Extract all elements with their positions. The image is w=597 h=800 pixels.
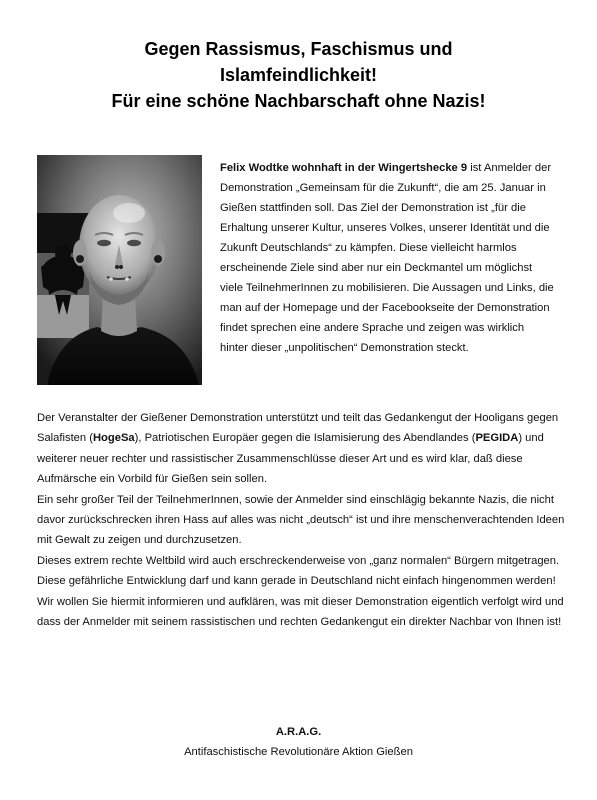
portrait-photo xyxy=(37,155,202,385)
headline-line-1: Gegen Rassismus, Faschismus und xyxy=(144,39,453,59)
headline-line-3: Für eine schöne Nachbarschaft ohne Nazis! xyxy=(111,91,486,111)
body-text xyxy=(37,408,567,632)
body-paragraph-4: Diese gefährliche Entwicklung darf und kann gerade in Deutschland nicht einfach hingenommen werden! Wir wollen Sie hiermit informieren und aufklären, was mit dieser Demonstration eigentlich verfolgt wird und dass der Anmelder mit seinem rassistischen und rechten Gedankengut ein direkter Nachbar von Ihnen ist! xyxy=(37,575,564,629)
org-full-name: Antifaschistische Revolutionäre Aktion Gießen xyxy=(184,746,413,758)
pegida-abbr: PEGIDA xyxy=(475,432,519,445)
intro-paragraph xyxy=(220,158,555,358)
body-paragraph-3: Dieses extrem rechte Weltbild wird auch erschreckenderweise von „ganz normalen“ Bürgern mitgetragen. xyxy=(37,554,560,567)
portrait-illustration xyxy=(37,155,202,385)
body-paragraph-1 xyxy=(37,408,567,490)
intro-lead-bold: Felix Wodtke wohnhaft in der Wingertshecke 9 xyxy=(220,162,468,174)
org-abbreviation: A.R.A.G. xyxy=(275,726,322,738)
headline xyxy=(0,36,597,114)
body-p1-part-c: ), Patriotischen Europäer gegen die Islamisierung des Abendlandes ( xyxy=(134,432,476,445)
body-p1-part-a: Der Veranstalter der Gießener Demonstration unterstützt und teilt das Gedankengut der Hooligans gegen Salafisten ( xyxy=(37,412,559,445)
body-paragraph-2: Ein sehr großer Teil der TeilnehmerInnen, sowie der Anmelder sind einschlägig bekannte Nazis, die nicht davor zurückschrecken ihren Hass auf alles was nicht „deutsch“ ist und ihre menschenverachtenden Ideen mit Gewalt zu zeigen und durchzusetzen. xyxy=(37,493,565,547)
body-p1-part-d: ) und weiterer neuer rechter und rassistischer Zusammenschlüsse dieser Art und es wird klar, daß diese Aufmärsche ein Vorbild für Gießen sein sollen. xyxy=(37,432,544,486)
intro-lead-rest: ist Anmelder der Demonstration „Gemeinsam für die Zukunft“, die am 25. Januar in Gießen stattfinden soll. Das Ziel der Demonstration ist „für die Erhaltung unserer Kultur, unseres Volkes, unserer Identität und die Zukunft Deutschlands“ zu kämpfen. Diese vielleicht harmlos erscheinende Ziele sind aber nur ein Deckmantel um möglichst viele TeilnehmerInnen zu mobilisieren. Die Aussagen und Links, die man auf der Homepage und der Facebookseite der Demonstration findet sprechen eine andere Sprache und zeigen was wirklich hinter dieser „unpolitischen“ Demonstration steckt. xyxy=(220,162,554,354)
hogesa-abbr: HogeSa xyxy=(92,432,135,445)
footer-signature xyxy=(0,722,597,762)
headline-line-2: Islamfeindlichkeit! xyxy=(219,65,378,85)
